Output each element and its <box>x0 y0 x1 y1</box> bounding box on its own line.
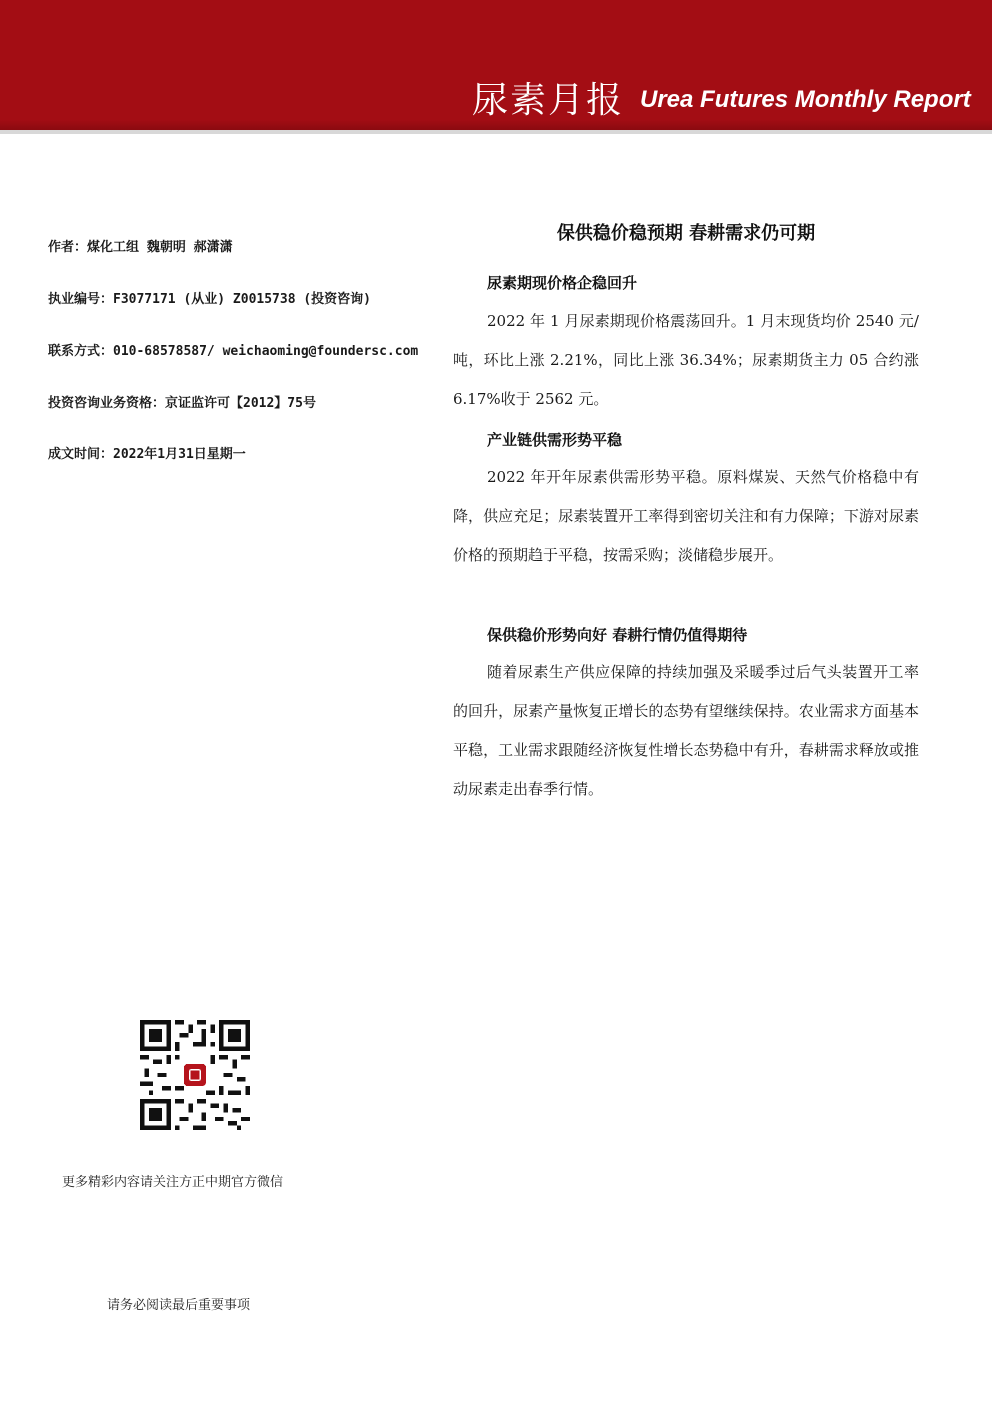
brand-logo-icon <box>184 1064 206 1086</box>
header-divider <box>0 130 992 134</box>
qualification-line: 投资咨询业务资格：京证监许可【2012】75号 <box>48 396 316 411</box>
wechat-qr-code <box>140 1020 250 1130</box>
qr-caption: 更多精彩内容请关注方正中期官方微信 <box>62 1175 284 1190</box>
section-paragraph: 2022 年开年尿素供需形势平稳。原料煤炭、天然气价格稳中有降，供应充足；尿素装置开工率得到密切关注和有力保障；下游对尿素价格的预期趋于平稳，按需采购；淡储稳步展开。 <box>453 468 919 564</box>
report-headline: 保供稳价稳预期 春耕需求仍可期 <box>556 223 816 244</box>
license-line: 执业编号：F3077171 (从业) Z0015738 (投资咨询) <box>48 292 372 307</box>
report-title-cn: 尿素月报 <box>472 80 625 121</box>
section-paragraph: 2022 年 1 月尿素期现价格震荡回升。1 月末现货均价 2540 元/吨，环比上涨 2.21%，同比上涨 36.34%；尿素期货主力 05 合约涨 6.17%收于 2562 元。 <box>453 312 919 408</box>
date-line: 成文时间：2022年1月31日星期一 <box>48 447 246 462</box>
section-heading: 尿素期现价格企稳回升 <box>487 274 638 292</box>
section-paragraph: 随着尿素生产供应保障的持续加强及采暖季过后气头装置开工率的回升，尿素产量恢复正增长的态势有望继续保持。农业需求方面基本平稳，工业需求跟随经济恢复性增长态势稳中有升，春耕需求释放或推动尿素走出春季行情。 <box>453 663 919 798</box>
report-title-en: Urea Futures Monthly Report <box>640 86 971 113</box>
contact-line: 联系方式：010-68578587/ weichaoming@foundersc.com <box>48 344 419 359</box>
footer-disclaimer: 请务必阅读最后重要事项 <box>107 1298 251 1313</box>
section-heading: 保供稳价形势向好 春耕行情仍值得期待 <box>487 626 748 644</box>
author-line: 作者：煤化工组 魏朝明 郝潇潇 <box>48 240 233 255</box>
section-heading: 产业链供需形势平稳 <box>487 431 623 449</box>
